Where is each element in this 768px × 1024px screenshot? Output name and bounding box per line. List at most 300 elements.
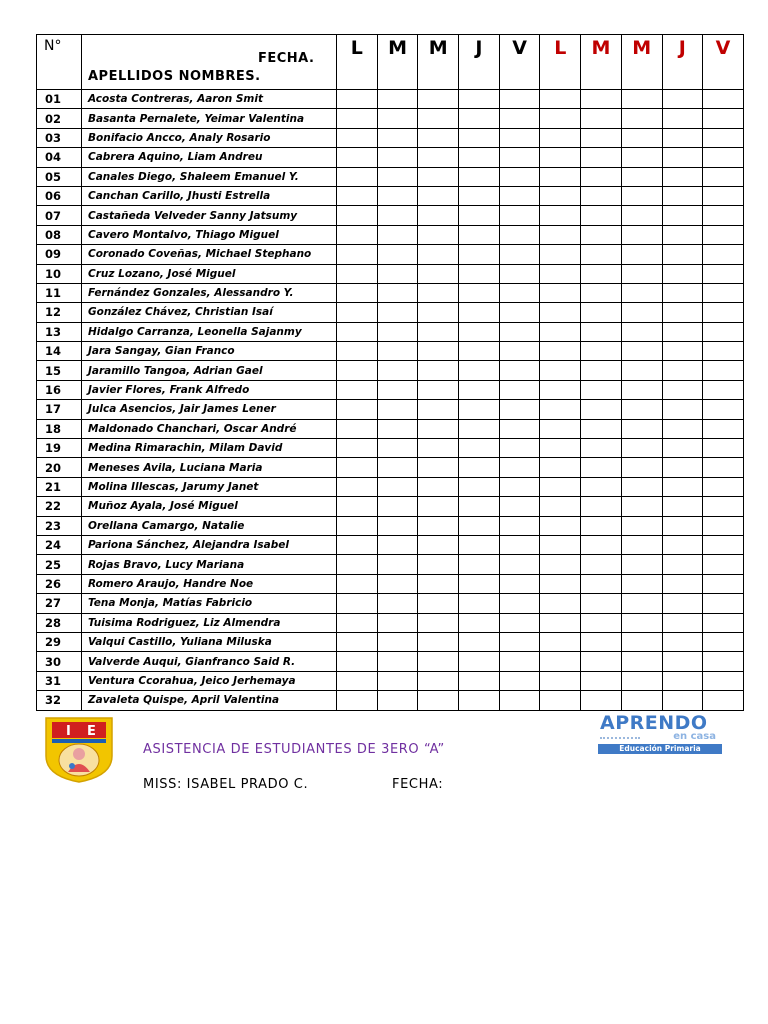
attendance-cell[interactable] bbox=[621, 167, 662, 186]
attendance-cell[interactable] bbox=[377, 516, 418, 535]
attendance-cell[interactable] bbox=[418, 535, 459, 554]
attendance-cell[interactable] bbox=[377, 419, 418, 438]
attendance-cell[interactable] bbox=[581, 671, 622, 690]
attendance-cell[interactable] bbox=[662, 206, 703, 225]
attendance-cell[interactable] bbox=[418, 632, 459, 651]
attendance-cell[interactable] bbox=[662, 652, 703, 671]
attendance-cell[interactable] bbox=[703, 613, 744, 632]
attendance-cell[interactable] bbox=[418, 419, 459, 438]
attendance-cell[interactable] bbox=[377, 400, 418, 419]
attendance-cell[interactable] bbox=[377, 691, 418, 710]
attendance-cell[interactable] bbox=[581, 497, 622, 516]
attendance-cell[interactable] bbox=[581, 283, 622, 302]
attendance-cell[interactable] bbox=[703, 206, 744, 225]
attendance-cell[interactable] bbox=[662, 128, 703, 147]
attendance-cell[interactable] bbox=[459, 283, 500, 302]
attendance-cell[interactable] bbox=[662, 90, 703, 109]
attendance-cell[interactable] bbox=[581, 186, 622, 205]
attendance-cell[interactable] bbox=[581, 90, 622, 109]
attendance-cell[interactable] bbox=[703, 148, 744, 167]
attendance-cell[interactable] bbox=[540, 594, 581, 613]
attendance-cell[interactable] bbox=[621, 555, 662, 574]
attendance-cell[interactable] bbox=[703, 400, 744, 419]
attendance-cell[interactable] bbox=[581, 303, 622, 322]
attendance-cell[interactable] bbox=[621, 128, 662, 147]
attendance-cell[interactable] bbox=[377, 148, 418, 167]
attendance-cell[interactable] bbox=[499, 225, 540, 244]
attendance-cell[interactable] bbox=[540, 632, 581, 651]
attendance-cell[interactable] bbox=[377, 458, 418, 477]
attendance-cell[interactable] bbox=[540, 245, 581, 264]
attendance-cell[interactable] bbox=[337, 691, 378, 710]
attendance-cell[interactable] bbox=[499, 148, 540, 167]
attendance-cell[interactable] bbox=[621, 594, 662, 613]
attendance-cell[interactable] bbox=[499, 245, 540, 264]
attendance-cell[interactable] bbox=[662, 400, 703, 419]
attendance-cell[interactable] bbox=[703, 458, 744, 477]
attendance-cell[interactable] bbox=[377, 477, 418, 496]
attendance-cell[interactable] bbox=[337, 322, 378, 341]
attendance-cell[interactable] bbox=[499, 574, 540, 593]
attendance-cell[interactable] bbox=[499, 555, 540, 574]
attendance-cell[interactable] bbox=[581, 458, 622, 477]
attendance-cell[interactable] bbox=[621, 477, 662, 496]
attendance-cell[interactable] bbox=[703, 477, 744, 496]
attendance-cell[interactable] bbox=[499, 671, 540, 690]
attendance-cell[interactable] bbox=[581, 555, 622, 574]
attendance-cell[interactable] bbox=[703, 186, 744, 205]
attendance-cell[interactable] bbox=[499, 283, 540, 302]
attendance-cell[interactable] bbox=[540, 439, 581, 458]
attendance-cell[interactable] bbox=[418, 109, 459, 128]
attendance-cell[interactable] bbox=[540, 109, 581, 128]
attendance-cell[interactable] bbox=[621, 90, 662, 109]
attendance-cell[interactable] bbox=[662, 109, 703, 128]
attendance-cell[interactable] bbox=[540, 206, 581, 225]
attendance-cell[interactable] bbox=[337, 497, 378, 516]
attendance-cell[interactable] bbox=[703, 342, 744, 361]
attendance-cell[interactable] bbox=[662, 477, 703, 496]
attendance-cell[interactable] bbox=[621, 186, 662, 205]
attendance-cell[interactable] bbox=[662, 225, 703, 244]
attendance-cell[interactable] bbox=[621, 516, 662, 535]
attendance-cell[interactable] bbox=[621, 109, 662, 128]
attendance-cell[interactable] bbox=[377, 303, 418, 322]
attendance-cell[interactable] bbox=[662, 380, 703, 399]
attendance-cell[interactable] bbox=[621, 652, 662, 671]
attendance-cell[interactable] bbox=[540, 90, 581, 109]
attendance-cell[interactable] bbox=[418, 516, 459, 535]
attendance-cell[interactable] bbox=[418, 225, 459, 244]
attendance-cell[interactable] bbox=[337, 206, 378, 225]
attendance-cell[interactable] bbox=[581, 632, 622, 651]
attendance-cell[interactable] bbox=[418, 439, 459, 458]
attendance-cell[interactable] bbox=[377, 497, 418, 516]
attendance-cell[interactable] bbox=[662, 671, 703, 690]
attendance-cell[interactable] bbox=[703, 264, 744, 283]
attendance-cell[interactable] bbox=[459, 632, 500, 651]
attendance-cell[interactable] bbox=[337, 671, 378, 690]
attendance-cell[interactable] bbox=[337, 594, 378, 613]
attendance-cell[interactable] bbox=[499, 109, 540, 128]
attendance-cell[interactable] bbox=[418, 206, 459, 225]
attendance-cell[interactable] bbox=[337, 477, 378, 496]
attendance-cell[interactable] bbox=[337, 535, 378, 554]
attendance-cell[interactable] bbox=[540, 342, 581, 361]
attendance-cell[interactable] bbox=[621, 361, 662, 380]
attendance-cell[interactable] bbox=[581, 594, 622, 613]
attendance-cell[interactable] bbox=[459, 555, 500, 574]
attendance-cell[interactable] bbox=[499, 342, 540, 361]
attendance-cell[interactable] bbox=[662, 283, 703, 302]
attendance-cell[interactable] bbox=[499, 128, 540, 147]
attendance-cell[interactable] bbox=[662, 167, 703, 186]
attendance-cell[interactable] bbox=[337, 90, 378, 109]
attendance-cell[interactable] bbox=[621, 632, 662, 651]
attendance-cell[interactable] bbox=[418, 264, 459, 283]
attendance-cell[interactable] bbox=[581, 691, 622, 710]
attendance-cell[interactable] bbox=[377, 632, 418, 651]
attendance-cell[interactable] bbox=[703, 439, 744, 458]
attendance-cell[interactable] bbox=[459, 148, 500, 167]
attendance-cell[interactable] bbox=[621, 148, 662, 167]
attendance-cell[interactable] bbox=[337, 342, 378, 361]
attendance-cell[interactable] bbox=[581, 322, 622, 341]
attendance-cell[interactable] bbox=[499, 322, 540, 341]
attendance-cell[interactable] bbox=[418, 342, 459, 361]
attendance-cell[interactable] bbox=[418, 574, 459, 593]
attendance-cell[interactable] bbox=[581, 109, 622, 128]
attendance-cell[interactable] bbox=[377, 380, 418, 399]
attendance-cell[interactable] bbox=[459, 400, 500, 419]
attendance-cell[interactable] bbox=[377, 652, 418, 671]
attendance-cell[interactable] bbox=[377, 322, 418, 341]
attendance-cell[interactable] bbox=[540, 419, 581, 438]
attendance-cell[interactable] bbox=[540, 400, 581, 419]
attendance-cell[interactable] bbox=[418, 245, 459, 264]
attendance-cell[interactable] bbox=[459, 186, 500, 205]
attendance-cell[interactable] bbox=[418, 322, 459, 341]
attendance-cell[interactable] bbox=[540, 167, 581, 186]
attendance-cell[interactable] bbox=[581, 342, 622, 361]
attendance-cell[interactable] bbox=[540, 380, 581, 399]
attendance-cell[interactable] bbox=[459, 439, 500, 458]
attendance-cell[interactable] bbox=[418, 555, 459, 574]
attendance-cell[interactable] bbox=[621, 400, 662, 419]
attendance-cell[interactable] bbox=[459, 613, 500, 632]
attendance-cell[interactable] bbox=[377, 186, 418, 205]
attendance-cell[interactable] bbox=[581, 439, 622, 458]
attendance-cell[interactable] bbox=[377, 439, 418, 458]
attendance-cell[interactable] bbox=[581, 516, 622, 535]
attendance-cell[interactable] bbox=[459, 652, 500, 671]
attendance-cell[interactable] bbox=[377, 90, 418, 109]
attendance-cell[interactable] bbox=[499, 380, 540, 399]
attendance-cell[interactable] bbox=[377, 535, 418, 554]
attendance-cell[interactable] bbox=[337, 225, 378, 244]
attendance-cell[interactable] bbox=[459, 245, 500, 264]
attendance-cell[interactable] bbox=[581, 477, 622, 496]
attendance-cell[interactable] bbox=[581, 380, 622, 399]
attendance-cell[interactable] bbox=[703, 128, 744, 147]
attendance-cell[interactable] bbox=[418, 477, 459, 496]
attendance-cell[interactable] bbox=[621, 535, 662, 554]
attendance-cell[interactable] bbox=[459, 206, 500, 225]
attendance-cell[interactable] bbox=[581, 128, 622, 147]
attendance-cell[interactable] bbox=[499, 206, 540, 225]
attendance-cell[interactable] bbox=[499, 90, 540, 109]
attendance-cell[interactable] bbox=[377, 167, 418, 186]
attendance-cell[interactable] bbox=[703, 555, 744, 574]
attendance-cell[interactable] bbox=[581, 419, 622, 438]
attendance-cell[interactable] bbox=[581, 652, 622, 671]
attendance-cell[interactable] bbox=[499, 400, 540, 419]
attendance-cell[interactable] bbox=[499, 303, 540, 322]
attendance-cell[interactable] bbox=[662, 574, 703, 593]
attendance-cell[interactable] bbox=[540, 283, 581, 302]
attendance-cell[interactable] bbox=[499, 167, 540, 186]
attendance-cell[interactable] bbox=[540, 148, 581, 167]
attendance-cell[interactable] bbox=[418, 148, 459, 167]
attendance-cell[interactable] bbox=[662, 555, 703, 574]
attendance-cell[interactable] bbox=[499, 594, 540, 613]
attendance-cell[interactable] bbox=[540, 264, 581, 283]
attendance-cell[interactable] bbox=[377, 109, 418, 128]
attendance-cell[interactable] bbox=[581, 225, 622, 244]
attendance-cell[interactable] bbox=[540, 477, 581, 496]
attendance-cell[interactable] bbox=[581, 535, 622, 554]
attendance-cell[interactable] bbox=[337, 419, 378, 438]
attendance-cell[interactable] bbox=[459, 477, 500, 496]
attendance-cell[interactable] bbox=[377, 361, 418, 380]
attendance-cell[interactable] bbox=[662, 148, 703, 167]
attendance-cell[interactable] bbox=[418, 90, 459, 109]
attendance-cell[interactable] bbox=[418, 380, 459, 399]
attendance-cell[interactable] bbox=[540, 516, 581, 535]
attendance-cell[interactable] bbox=[540, 671, 581, 690]
attendance-cell[interactable] bbox=[621, 322, 662, 341]
attendance-cell[interactable] bbox=[459, 516, 500, 535]
attendance-cell[interactable] bbox=[662, 632, 703, 651]
attendance-cell[interactable] bbox=[621, 574, 662, 593]
attendance-cell[interactable] bbox=[581, 264, 622, 283]
attendance-cell[interactable] bbox=[337, 439, 378, 458]
attendance-cell[interactable] bbox=[337, 458, 378, 477]
attendance-cell[interactable] bbox=[337, 516, 378, 535]
attendance-cell[interactable] bbox=[662, 303, 703, 322]
attendance-cell[interactable] bbox=[703, 322, 744, 341]
attendance-cell[interactable] bbox=[662, 186, 703, 205]
attendance-cell[interactable] bbox=[459, 90, 500, 109]
attendance-cell[interactable] bbox=[540, 535, 581, 554]
attendance-cell[interactable] bbox=[459, 497, 500, 516]
attendance-cell[interactable] bbox=[337, 574, 378, 593]
attendance-cell[interactable] bbox=[418, 167, 459, 186]
attendance-cell[interactable] bbox=[703, 225, 744, 244]
attendance-cell[interactable] bbox=[459, 167, 500, 186]
attendance-cell[interactable] bbox=[377, 206, 418, 225]
attendance-cell[interactable] bbox=[621, 497, 662, 516]
attendance-cell[interactable] bbox=[459, 361, 500, 380]
attendance-cell[interactable] bbox=[621, 613, 662, 632]
attendance-cell[interactable] bbox=[499, 691, 540, 710]
attendance-cell[interactable] bbox=[621, 206, 662, 225]
attendance-cell[interactable] bbox=[377, 594, 418, 613]
attendance-cell[interactable] bbox=[418, 458, 459, 477]
attendance-cell[interactable] bbox=[621, 458, 662, 477]
attendance-cell[interactable] bbox=[621, 419, 662, 438]
attendance-cell[interactable] bbox=[459, 109, 500, 128]
attendance-cell[interactable] bbox=[662, 439, 703, 458]
attendance-cell[interactable] bbox=[459, 594, 500, 613]
attendance-cell[interactable] bbox=[703, 419, 744, 438]
attendance-cell[interactable] bbox=[337, 283, 378, 302]
attendance-cell[interactable] bbox=[337, 264, 378, 283]
attendance-cell[interactable] bbox=[703, 283, 744, 302]
attendance-cell[interactable] bbox=[377, 671, 418, 690]
attendance-cell[interactable] bbox=[703, 90, 744, 109]
attendance-cell[interactable] bbox=[337, 148, 378, 167]
attendance-cell[interactable] bbox=[418, 400, 459, 419]
attendance-cell[interactable] bbox=[662, 516, 703, 535]
attendance-cell[interactable] bbox=[459, 535, 500, 554]
attendance-cell[interactable] bbox=[621, 225, 662, 244]
attendance-cell[interactable] bbox=[703, 535, 744, 554]
attendance-cell[interactable] bbox=[418, 594, 459, 613]
attendance-cell[interactable] bbox=[662, 613, 703, 632]
attendance-cell[interactable] bbox=[499, 439, 540, 458]
attendance-cell[interactable] bbox=[337, 186, 378, 205]
attendance-cell[interactable] bbox=[337, 361, 378, 380]
attendance-cell[interactable] bbox=[662, 342, 703, 361]
attendance-cell[interactable] bbox=[621, 245, 662, 264]
attendance-cell[interactable] bbox=[337, 380, 378, 399]
attendance-cell[interactable] bbox=[377, 574, 418, 593]
attendance-cell[interactable] bbox=[337, 555, 378, 574]
attendance-cell[interactable] bbox=[337, 109, 378, 128]
attendance-cell[interactable] bbox=[540, 574, 581, 593]
attendance-cell[interactable] bbox=[418, 186, 459, 205]
attendance-cell[interactable] bbox=[540, 186, 581, 205]
attendance-cell[interactable] bbox=[540, 691, 581, 710]
attendance-cell[interactable] bbox=[581, 148, 622, 167]
attendance-cell[interactable] bbox=[377, 245, 418, 264]
attendance-cell[interactable] bbox=[459, 264, 500, 283]
attendance-cell[interactable] bbox=[377, 225, 418, 244]
attendance-cell[interactable] bbox=[459, 225, 500, 244]
attendance-cell[interactable] bbox=[540, 497, 581, 516]
attendance-cell[interactable] bbox=[621, 439, 662, 458]
attendance-cell[interactable] bbox=[581, 574, 622, 593]
attendance-cell[interactable] bbox=[621, 342, 662, 361]
attendance-cell[interactable] bbox=[459, 380, 500, 399]
attendance-cell[interactable] bbox=[459, 691, 500, 710]
attendance-cell[interactable] bbox=[621, 691, 662, 710]
attendance-cell[interactable] bbox=[703, 380, 744, 399]
attendance-cell[interactable] bbox=[337, 400, 378, 419]
attendance-cell[interactable] bbox=[581, 613, 622, 632]
attendance-cell[interactable] bbox=[662, 691, 703, 710]
attendance-cell[interactable] bbox=[499, 186, 540, 205]
attendance-cell[interactable] bbox=[499, 613, 540, 632]
attendance-cell[interactable] bbox=[540, 322, 581, 341]
attendance-cell[interactable] bbox=[581, 245, 622, 264]
attendance-cell[interactable] bbox=[540, 361, 581, 380]
attendance-cell[interactable] bbox=[459, 322, 500, 341]
attendance-cell[interactable] bbox=[377, 342, 418, 361]
attendance-cell[interactable] bbox=[662, 322, 703, 341]
attendance-cell[interactable] bbox=[703, 691, 744, 710]
attendance-cell[interactable] bbox=[418, 613, 459, 632]
attendance-cell[interactable] bbox=[418, 361, 459, 380]
attendance-cell[interactable] bbox=[499, 535, 540, 554]
attendance-cell[interactable] bbox=[662, 497, 703, 516]
attendance-cell[interactable] bbox=[703, 303, 744, 322]
attendance-cell[interactable] bbox=[621, 671, 662, 690]
attendance-cell[interactable] bbox=[703, 671, 744, 690]
attendance-cell[interactable] bbox=[621, 264, 662, 283]
attendance-cell[interactable] bbox=[581, 167, 622, 186]
attendance-cell[interactable] bbox=[377, 283, 418, 302]
attendance-cell[interactable] bbox=[418, 497, 459, 516]
attendance-cell[interactable] bbox=[499, 632, 540, 651]
attendance-cell[interactable] bbox=[540, 613, 581, 632]
attendance-cell[interactable] bbox=[540, 458, 581, 477]
attendance-cell[interactable] bbox=[581, 400, 622, 419]
attendance-cell[interactable] bbox=[337, 303, 378, 322]
attendance-cell[interactable] bbox=[459, 303, 500, 322]
attendance-cell[interactable] bbox=[337, 128, 378, 147]
attendance-cell[interactable] bbox=[337, 167, 378, 186]
attendance-cell[interactable] bbox=[459, 342, 500, 361]
attendance-cell[interactable] bbox=[499, 361, 540, 380]
attendance-cell[interactable] bbox=[540, 652, 581, 671]
attendance-cell[interactable] bbox=[662, 594, 703, 613]
attendance-cell[interactable] bbox=[499, 264, 540, 283]
attendance-cell[interactable] bbox=[703, 516, 744, 535]
attendance-cell[interactable] bbox=[499, 477, 540, 496]
attendance-cell[interactable] bbox=[662, 419, 703, 438]
attendance-cell[interactable] bbox=[581, 361, 622, 380]
attendance-cell[interactable] bbox=[499, 516, 540, 535]
attendance-cell[interactable] bbox=[703, 167, 744, 186]
attendance-cell[interactable] bbox=[703, 594, 744, 613]
attendance-cell[interactable] bbox=[418, 691, 459, 710]
attendance-cell[interactable] bbox=[499, 497, 540, 516]
attendance-cell[interactable] bbox=[662, 245, 703, 264]
attendance-cell[interactable] bbox=[499, 652, 540, 671]
attendance-cell[interactable] bbox=[377, 613, 418, 632]
attendance-cell[interactable] bbox=[703, 245, 744, 264]
attendance-cell[interactable] bbox=[337, 632, 378, 651]
attendance-cell[interactable] bbox=[662, 361, 703, 380]
attendance-cell[interactable] bbox=[662, 264, 703, 283]
attendance-cell[interactable] bbox=[418, 671, 459, 690]
attendance-cell[interactable] bbox=[459, 419, 500, 438]
attendance-cell[interactable] bbox=[459, 128, 500, 147]
attendance-cell[interactable] bbox=[703, 497, 744, 516]
attendance-cell[interactable] bbox=[662, 535, 703, 554]
attendance-cell[interactable] bbox=[703, 652, 744, 671]
attendance-cell[interactable] bbox=[418, 652, 459, 671]
attendance-cell[interactable] bbox=[540, 555, 581, 574]
attendance-cell[interactable] bbox=[703, 361, 744, 380]
attendance-cell[interactable] bbox=[703, 574, 744, 593]
attendance-cell[interactable] bbox=[337, 652, 378, 671]
attendance-cell[interactable] bbox=[337, 613, 378, 632]
attendance-cell[interactable] bbox=[377, 264, 418, 283]
attendance-cell[interactable] bbox=[459, 574, 500, 593]
